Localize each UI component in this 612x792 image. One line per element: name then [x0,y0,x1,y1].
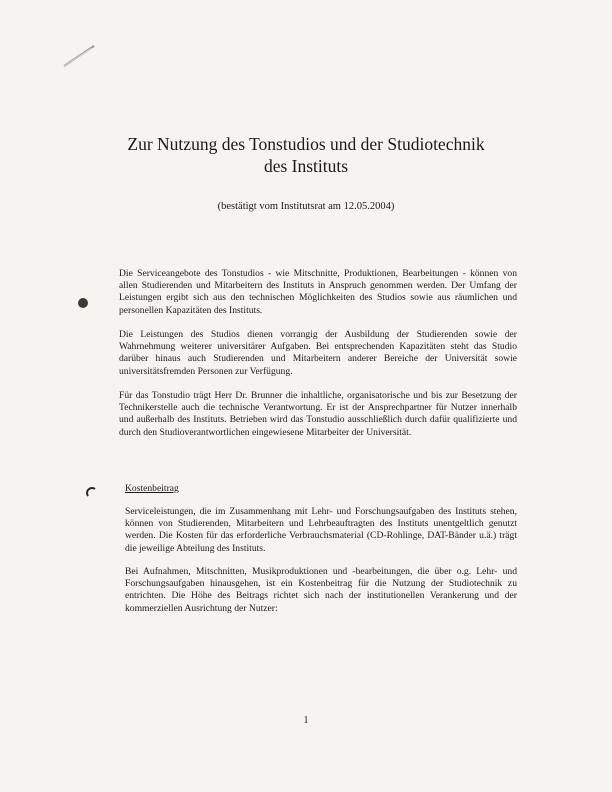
approval-note: (bestätigt vom Institutsrat am 12.05.2004) [217,201,395,212]
punch-hole-top [76,296,90,310]
paragraph-1: Die Serviceangebote des Tonstudios - wie Mitschnitte, Produktionen, Bearbeitungen - können von allen Studierenden und Mitarbeitern des Instituts in Anspruch genommen werden. Der Umfang der Leistungen ergibt sich aus den technischen Möglichkeiten des Studios sowie aus räumlichen und personellen Kapazitäten des Instituts. [119,268,517,316]
title-line-1: Zur Nutzung des Tonstudios und der Studiotechnik [127,134,485,154]
paragraph-2: Die Leistungen des Studios dienen vorrangig der Ausbildung der Studierenden sowie der Wahrnehmung weiterer universitärer Aufgaben. Bei entsprechenden Kapazitäten steht das Studio darüber hinaus auch Studierenden und Mitarbeitern anderer Bereiche der Universität sowie universitätsfremden Personen zur Verfügung. [119,329,517,377]
staple-mark [60,40,100,70]
document-title [0,133,612,177]
section-paragraph-1: Serviceleistungen, die im Zusammenhang mit Lehr- und Forschungsaufgaben des Instituts stehen, können von Studierenden, Mitarbeitern und Lehrbeauftragten des Instituts unentgeltlich genutzt werden. Die Kosten für das erforderliche Verbrauchsmaterial (CD-Rohlinge, DAT-Bänder u.ä.) trägt die jeweilige Abteilung des Instituts. [125,506,517,554]
paragraph-3: Für das Tonstudio trägt Herr Dr. Brunner die inhaltliche, organisatorische und bis zur Besetzung der Technikerstelle auch die technische Verantwortung. Er ist der Ansprechpartner für Nutzer innerhalb und außerhalb des Instituts. Betrieben wird das Tonstudio ausschließlich durch dafür qualifizierte und durch den Studioverantwortlichen eingewiesene Mitarbeiter der Universität. [119,390,517,438]
page-number: 1 [303,715,309,726]
punch-hole-bottom [84,486,98,500]
section-heading: Kostenbeitrag [125,483,179,494]
title-line-2: des Instituts [263,156,349,176]
section-paragraph-2: Bei Aufnahmen, Mitschnitten, Musikproduktionen und -bearbeitungen, die über o.g. Lehr- und Forschungsaufgaben hinausgehen, ist ein Kostenbeitrag für die Nutzung der Studiotechnik zu entrichten. Die Höhe des Beitrags richtet sich nach der institutionellen Verankerung und der kommerziellen Ausrichtung der Nutzer: [125,566,517,614]
